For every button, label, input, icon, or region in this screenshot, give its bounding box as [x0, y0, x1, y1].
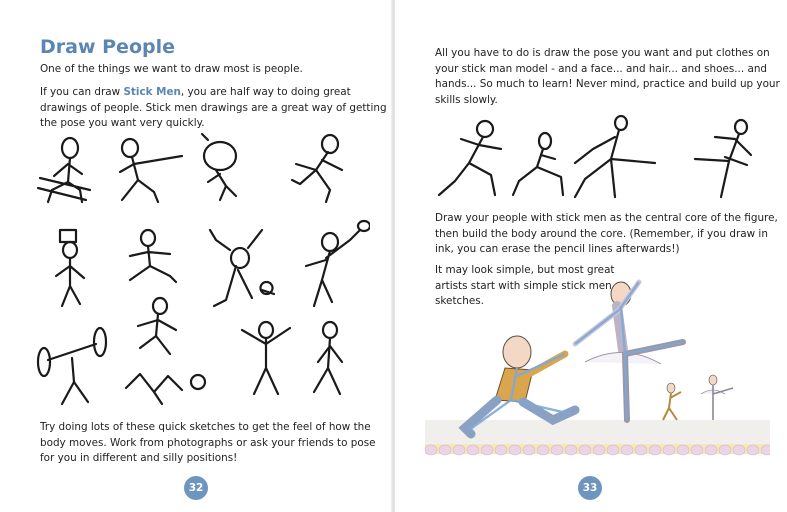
right-page: [395, 0, 787, 512]
practice-paragraph: Try doing lots of these quick sketches to get the feel of how the body moves. Work from photographs or ask your friends to pose for you in different and silly positions!: [40, 421, 376, 464]
dancers-illustration: [425, 270, 770, 465]
stick-figure-sitting: [38, 138, 90, 202]
pose-paragraph: All you have to do is draw the pose you want and put clothes on your stick man model - and a face... and hair... and shoes... and hands... So much to learn! Never mind, practice and build up your skills slowly.: [435, 47, 780, 106]
stick-men-keyword: Stick Men: [123, 86, 181, 98]
page-number-badge: 32: [184, 476, 208, 500]
stage-footlights: [425, 444, 770, 455]
stick-figure-climbing: [138, 298, 176, 354]
stick-figure-tennis: [306, 221, 370, 306]
stick-figure-dancing: [210, 230, 274, 306]
stick-men-text-before: If you can draw: [40, 86, 124, 98]
stick-figure-walking: [314, 322, 342, 394]
stick-men-text-after: , you are half way to doing great drawings of people. Stick men drawings are a great way of getting the pose you want very quickly.: [40, 86, 387, 129]
stick-figure-crouching: [130, 230, 176, 282]
central-core-paragraph: Draw your people with stick men as the central core of the figure, then build the body around the core. (Remember, if you draw in ink, you can erase the pencil lines afterwards!): [435, 212, 778, 255]
page-number-badge: 33: [578, 476, 602, 500]
simple-artists-paragraph: It may look simple, but most great artists start with simple stick men sketches.: [435, 264, 615, 307]
stick-figure-hat: [56, 230, 84, 306]
stick-men-sketch-grid: [30, 130, 370, 420]
small-dancers: [663, 375, 733, 420]
stick-figure-weightlifter: [38, 328, 106, 404]
pose-sequence-sketch: [425, 115, 775, 210]
pose-stick-kneeling: [439, 121, 501, 195]
stick-figure-cheering: [242, 322, 290, 394]
stick-figure-pointing: [120, 139, 182, 202]
pose-stick-lunging: [513, 133, 563, 195]
ballerina-figure: [575, 282, 683, 420]
intro-paragraph: One of the things we want to draw most is people.: [40, 63, 303, 75]
male-dancer-figure: [465, 336, 575, 434]
pose-stick-reaching: [575, 116, 655, 197]
stick-men-paragraph: [40, 85, 390, 132]
pose-stick-ballerina: [695, 120, 751, 197]
page-title: Draw People: [40, 36, 175, 58]
stick-figure-running: [292, 135, 342, 202]
stick-figure-big-head: [202, 134, 236, 200]
stick-figure-lying: [126, 374, 205, 404]
left-page: [0, 0, 392, 512]
